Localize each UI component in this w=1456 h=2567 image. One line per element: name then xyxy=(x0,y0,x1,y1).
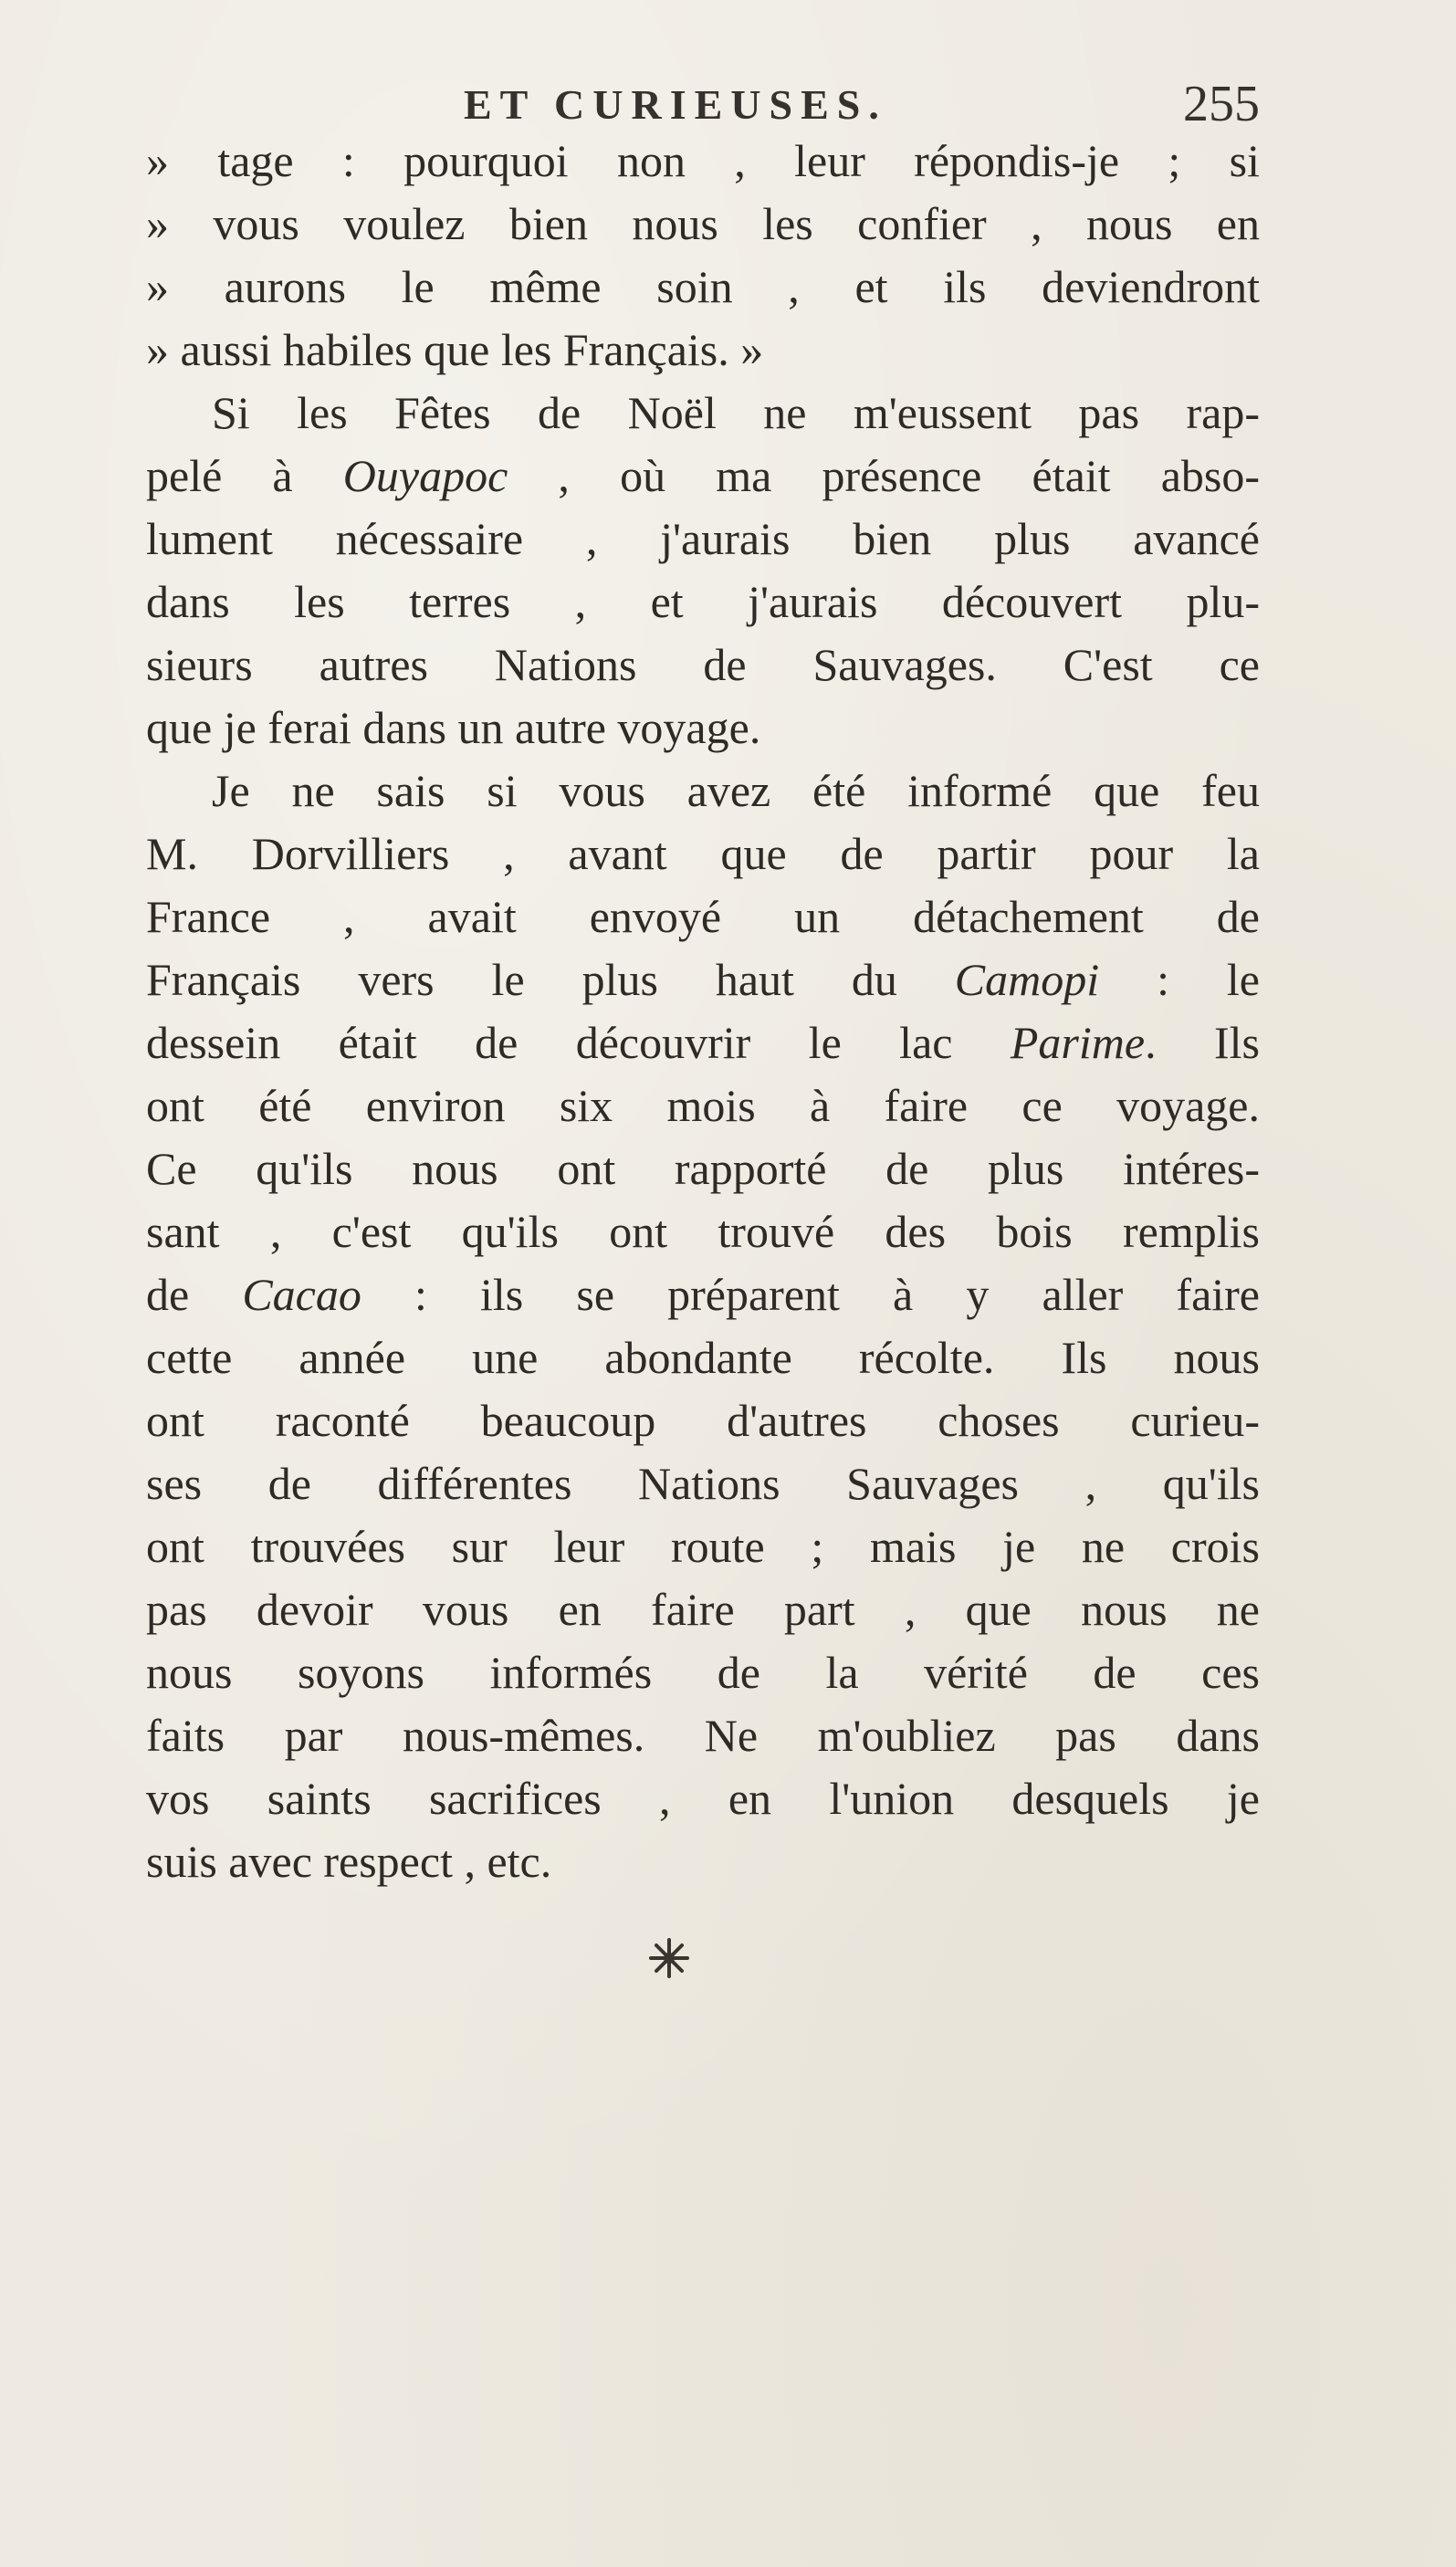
asterism-ornament-icon xyxy=(642,1931,697,1985)
running-head: ET CURIEUSES. xyxy=(464,81,887,128)
text-line: » aussi habiles que les Français. » xyxy=(146,324,764,375)
text-line xyxy=(146,445,1260,508)
text-line: Ce qu'ils nous ont rapporté de plus intéres- xyxy=(146,1143,1260,1194)
text-line: cette année une abondante récolte. Ils nous xyxy=(146,1332,1260,1383)
text-line xyxy=(146,1011,1260,1074)
text-line: que je ferai dans un autre voyage. xyxy=(146,702,761,753)
text-line: nous soyons informés de la vérité de ces xyxy=(146,1647,1260,1698)
text-segment: pelé à xyxy=(146,450,343,501)
text-line: » vous voulez bien nous les confier , nous en xyxy=(146,198,1260,249)
text-line: faits par nous-mêmes. Ne m'oubliez pas dans xyxy=(146,1710,1260,1761)
text-line: lument nécessaire , j'aurais bien plus avancé xyxy=(146,513,1260,564)
text-line: » tage : pourquoi non , leur répondis-je ; si xyxy=(146,135,1260,186)
text-line: ont raconté beaucoup d'autres choses curieu- xyxy=(146,1395,1260,1446)
place-name-italic: Camopi xyxy=(954,954,1100,1005)
text-line: ont été environ six mois à faire ce voyage. xyxy=(146,1080,1260,1131)
paragraph-first-line: Si les Fêtes de Noël ne m'eussent pas rap- xyxy=(212,387,1260,438)
text-line: M. Dorvilliers , avant que de partir pour la xyxy=(146,828,1260,879)
text-line xyxy=(146,948,1260,1011)
text-line: sieurs autres Nations de Sauvages. C'est ce xyxy=(146,639,1260,690)
paragraph-first-line: Je ne sais si vous avez été informé que feu xyxy=(212,765,1260,816)
text-segment: : ils se préparent à y aller faire xyxy=(361,1269,1260,1320)
text-line: suis avec respect , etc. xyxy=(146,1836,552,1887)
text-line xyxy=(146,1263,1260,1326)
text-line: pas devoir vous en faire part , que nous ne xyxy=(146,1584,1260,1635)
text-line: » aurons le même soin , et ils deviendront xyxy=(146,261,1260,312)
text-segment: de xyxy=(146,1269,243,1320)
place-name-italic: Ouyapoc xyxy=(342,450,508,501)
text-line: ses de différentes Nations Sauvages , qu'ils xyxy=(146,1458,1260,1509)
page-number: 255 xyxy=(1183,76,1260,132)
body-text xyxy=(146,130,1260,1893)
product-name-italic: Cacao xyxy=(242,1269,361,1320)
text-line: ont trouvées sur leur route ; mais je ne crois xyxy=(146,1521,1260,1572)
text-line: dans les terres , et j'aurais découvert plu- xyxy=(146,576,1260,627)
text-line: sant , c'est qu'ils ont trouvé des bois remplis xyxy=(146,1206,1260,1257)
text-line: France , avait envoyé un détachement de xyxy=(146,891,1260,942)
text-segment: . Ils xyxy=(1145,1017,1260,1068)
text-segment: Français vers le plus haut du xyxy=(146,954,955,1005)
text-line: vos saints sacrifices , en l'union desquels je xyxy=(146,1773,1260,1824)
text-segment: : le xyxy=(1099,954,1260,1005)
text-segment: , où ma présence était abso- xyxy=(508,450,1260,501)
text-segment: dessein était de découvrir le lac xyxy=(146,1017,1011,1068)
place-name-italic: Parime xyxy=(1010,1017,1146,1068)
